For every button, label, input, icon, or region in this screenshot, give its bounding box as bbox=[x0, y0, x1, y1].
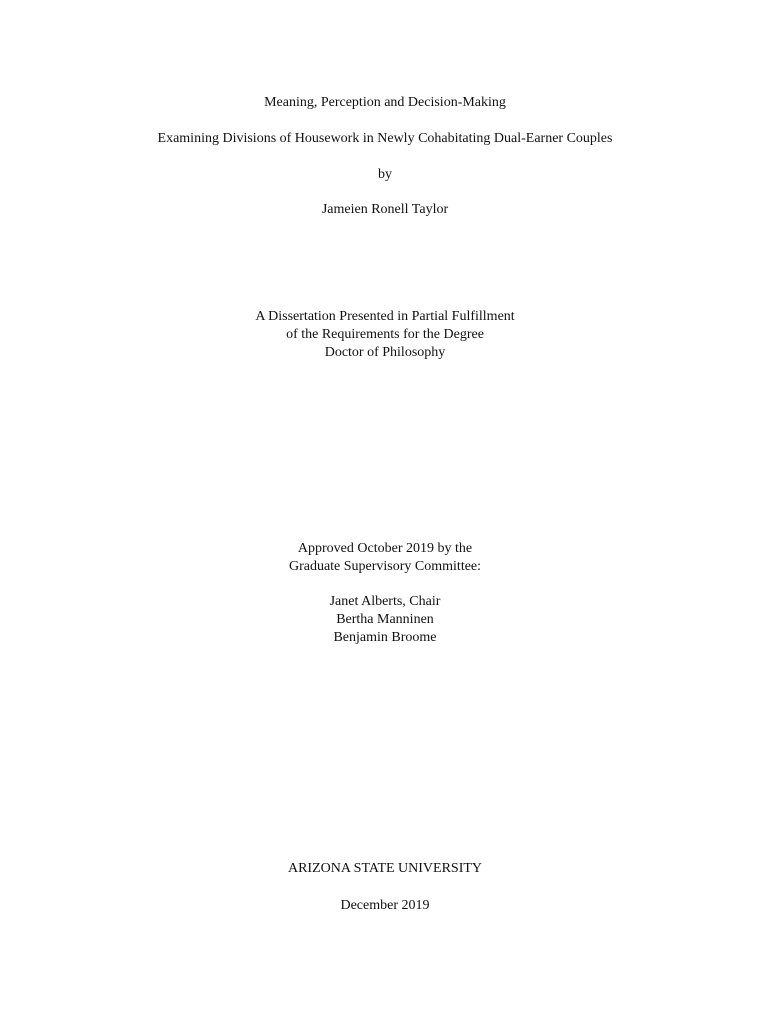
degree-name: Doctor of Philosophy bbox=[324, 345, 446, 360]
approval-line-2: Graduate Supervisory Committee: bbox=[288, 559, 482, 574]
by-label: by bbox=[378, 167, 392, 182]
statement-line-1: A Dissertation Presented in Partial Fulfillment bbox=[255, 309, 515, 324]
submission-date: December 2019 bbox=[340, 898, 430, 913]
statement-line-2: of the Requirements for the Degree bbox=[286, 327, 484, 342]
dissertation-title: Meaning, Perception and Decision-Making bbox=[264, 95, 506, 110]
committee-member: Benjamin Broome bbox=[333, 630, 437, 645]
author-name: Jameien Ronell Taylor bbox=[321, 202, 449, 217]
university-name: ARIZONA STATE UNIVERSITY bbox=[287, 861, 483, 876]
committee-member: Bertha Manninen bbox=[336, 612, 434, 627]
committee-member-chair: Janet Alberts, Chair bbox=[329, 594, 441, 609]
approval-line-1: Approved October 2019 by the bbox=[297, 541, 473, 556]
dissertation-subtitle: Examining Divisions of Housework in Newly Cohabitating Dual-Earner Couples bbox=[157, 131, 613, 146]
